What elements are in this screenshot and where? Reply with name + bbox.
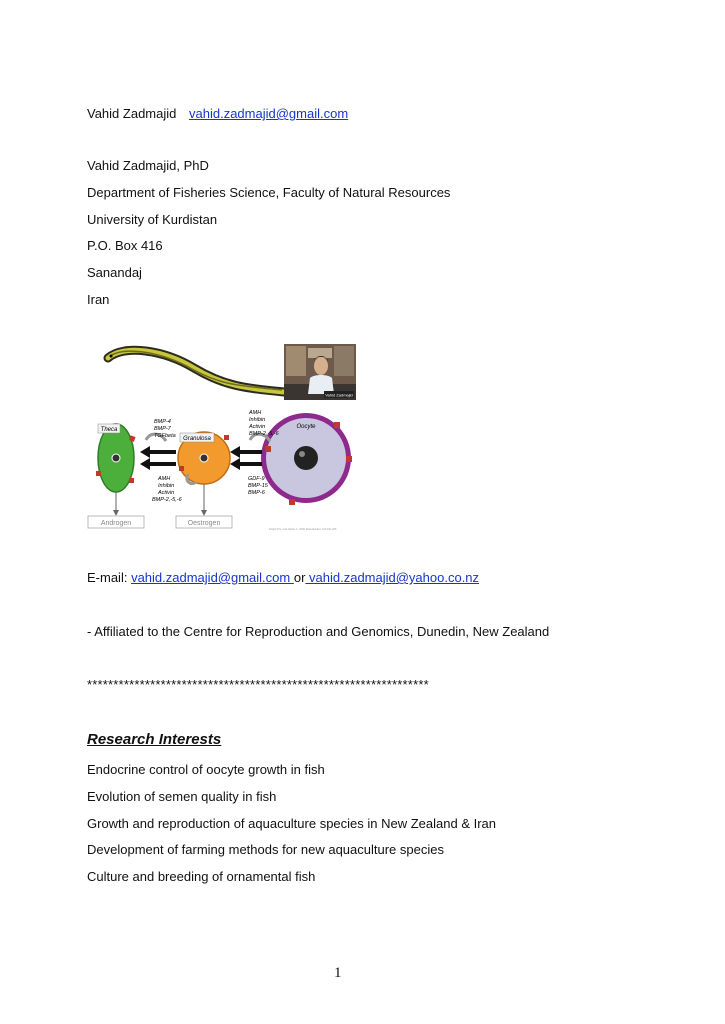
oocyte-factor: BMP-6 (248, 490, 265, 496)
or-text: or (293, 570, 306, 585)
page-number: 1 (334, 965, 342, 981)
oocyte-factor: BMP-15 (248, 483, 268, 489)
androgen-box (88, 516, 144, 528)
header-email-link[interactable]: vahid.zadmajid@gmail.com (189, 106, 349, 121)
research-heading: Research Interests (87, 731, 222, 748)
research-item: Growth and reproduction of aquaculture species in New Zealand & Iran (87, 816, 497, 831)
figure-citation: Knight P.G. and Glister C. 2006 Reproduction 132:191-206 (269, 528, 337, 531)
androgen-label: Androgen (100, 520, 132, 527)
country: Iran (87, 292, 110, 307)
oocyte-cell (261, 413, 352, 505)
photo-caption: Vahid Zadmajid (325, 392, 353, 398)
affiliation: - Affiliated to the Centre for Reproduction and Genomics, Dunedin, New Zealand (87, 624, 550, 639)
research-item: Endocrine control of oocyte growth in fish (87, 762, 325, 777)
theca-label: Theca (100, 427, 118, 433)
granulosa-top-factor: AMH (249, 410, 262, 416)
email-label: E-mail: (87, 570, 128, 585)
portrait-image (284, 344, 356, 400)
portrait-photo (284, 344, 356, 400)
theca-cell (96, 424, 136, 492)
oocyte-factor: GDF-9 (248, 476, 265, 482)
granulosa-top-factor: Inhibin (249, 417, 266, 423)
theca-factor: BMP-4 (154, 419, 171, 425)
header-line (87, 106, 348, 122)
name-title: Vahid Zadmajid, PhD (87, 158, 209, 173)
header-name: Vahid Zadmajid (87, 106, 177, 121)
oocyte-label: Oocyte (296, 424, 316, 430)
granulosa-bottom-factor: Activin (158, 490, 175, 496)
theca-factor: BMP-7 (154, 426, 171, 432)
granulosa-top-factor: BMP-2,-5,-6 (249, 431, 279, 437)
eel-image (108, 350, 284, 392)
granulosa-bottom-factor: AMH (158, 476, 171, 482)
granulosa-bottom-factor: Inhibin (158, 483, 175, 489)
city: Sanandaj (87, 265, 142, 280)
research-item: Development of farming methods for new aquaculture species (87, 842, 444, 857)
contact-email-yahoo-link[interactable]: vahid.zadmajid@yahoo.co.nz (305, 570, 480, 585)
granulosa-top-factor: Activin (249, 424, 266, 430)
granulosa-bottom-factor: BMP-2,-5,-6 (152, 497, 182, 503)
oestrogen-label: Oestrogen (187, 520, 221, 527)
department: Department of Fisheries Science, Faculty of Natural Resources (87, 185, 451, 200)
theca-factor: TGFbeta (154, 433, 176, 439)
research-item: Evolution of semen quality in fish (87, 789, 277, 804)
research-item: Culture and breeding of ornamental fish (87, 869, 316, 884)
contact-line (87, 570, 479, 586)
contact-email-gmail-link[interactable]: vahid.zadmajid@gmail.com (131, 570, 294, 585)
separator: ***************************************************************** (87, 677, 429, 692)
oestrogen-box (176, 516, 232, 528)
granulosa-label: Granulosa (183, 436, 211, 442)
university: University of Kurdistan (87, 212, 218, 227)
po-box: P.O. Box 416 (87, 238, 163, 253)
